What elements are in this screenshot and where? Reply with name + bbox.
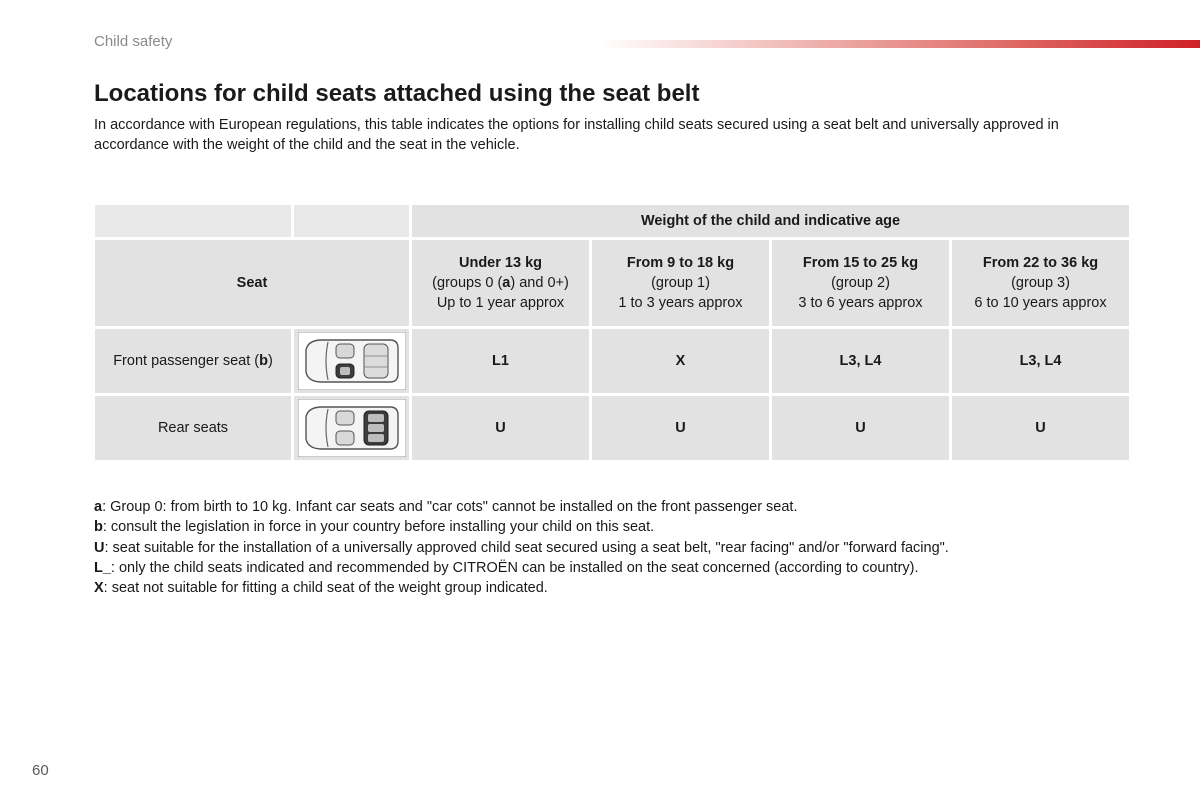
child-seat-table xyxy=(92,202,1132,463)
group-header-cell xyxy=(772,240,949,326)
group-age: 1 to 3 years approx xyxy=(618,295,743,311)
section-label: Child safety xyxy=(94,33,173,50)
group-age: 3 to 6 years approx xyxy=(798,295,923,311)
table-row xyxy=(95,329,1129,393)
group-age: Up to 1 year approx xyxy=(436,295,565,311)
footnote: L_: only the child seats indicated and recommended by CITROËN can be installed on the seat concerned (according to country). xyxy=(94,559,919,576)
footnote: a: Group 0: from birth to 10 kg. Infant car seats and "car cots" cannot be installed on the front passenger seat. xyxy=(94,499,798,515)
group-header-cell xyxy=(592,240,769,326)
table-row xyxy=(95,396,1129,460)
seat-value: X xyxy=(592,329,769,393)
footnote: X: seat not suitable for fitting a child seat of the weight group indicated. xyxy=(94,580,548,597)
group-number: (groups 0 (a) and 0+) xyxy=(432,275,569,291)
seat-value: U xyxy=(772,396,949,460)
group-number: (group 3) xyxy=(1011,275,1070,291)
footnotes xyxy=(94,497,1134,598)
seat-value: L3, L4 xyxy=(772,329,949,393)
group-age: 6 to 10 years approx xyxy=(974,295,1107,311)
intro-paragraph: In accordance with European regulations, this table indicates the options for installing child seats secured using a seat belt and universally approved in accordance with the weight of the child and the seat in the vehicle. xyxy=(94,117,1059,153)
seat-diagram-cell xyxy=(294,329,409,393)
header-accent-bar xyxy=(600,40,1200,48)
group-header-cell xyxy=(952,240,1129,326)
page-number: 60 xyxy=(32,762,49,779)
group-header-row xyxy=(95,240,1129,326)
group-number: (group 2) xyxy=(831,275,890,291)
seat-header: Seat xyxy=(95,240,409,326)
seat-value: U xyxy=(592,396,769,460)
seat-value: U xyxy=(952,396,1129,460)
seat-value: L1 xyxy=(412,329,589,393)
car-front-passenger-seat-icon xyxy=(298,332,406,390)
weight-header-row xyxy=(95,205,1129,237)
car-rear-seats-icon xyxy=(298,399,406,457)
group-weight: From 22 to 36 kg xyxy=(982,255,1099,271)
page-title: Locations for child seats attached using the seat belt xyxy=(94,80,700,107)
seat-diagram-cell xyxy=(294,396,409,460)
group-header-cell xyxy=(412,240,589,326)
group-weight: Under 13 kg xyxy=(459,255,542,271)
group-weight: From 15 to 25 kg xyxy=(802,255,919,271)
group-number: (group 1) xyxy=(651,275,710,291)
footnote: b: consult the legislation in force in your country before installing your child on this seat. xyxy=(94,519,655,536)
footnote: U: seat suitable for the installation of a universally approved child seat secured using a seat belt, "rear facing" and/or "forward facing". xyxy=(94,539,949,556)
seat-value: L3, L4 xyxy=(952,329,1129,393)
seat-name: Rear seats xyxy=(95,396,291,460)
weight-header: Weight of the child and indicative age xyxy=(412,205,1129,237)
seat-value: U xyxy=(412,396,589,460)
group-weight: From 9 to 18 kg xyxy=(626,255,735,271)
seat-name: Front passenger seat (b) xyxy=(95,329,291,393)
